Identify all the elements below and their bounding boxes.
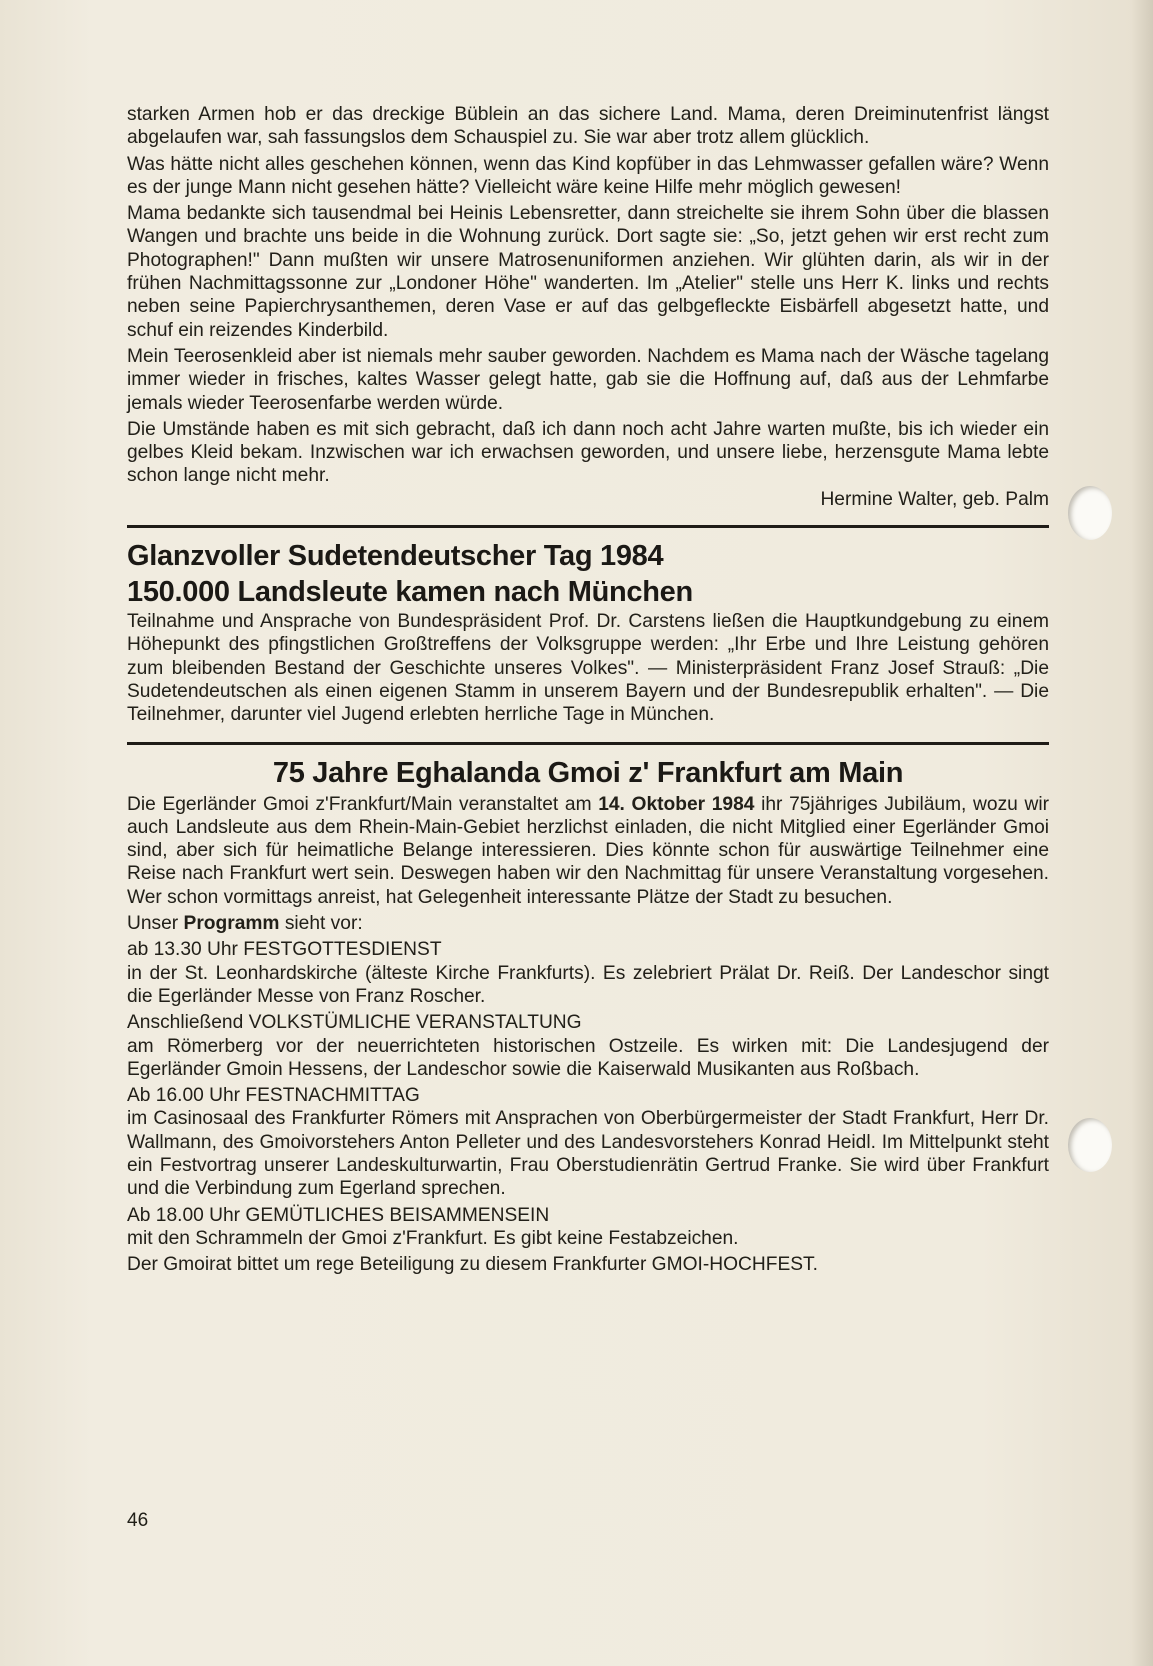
story-paragraph: Die Umstände haben es mit sich gebracht, daß ich dann noch acht Jahre warten mußte, bis ich wieder ein gelbes Kleid bekam. Inzwischen war ich erwachsen geworden, und unsere liebe, herzensgute Mama lebte schon lange nicht mehr. <box>127 418 1049 487</box>
page-edge-shadow <box>1131 0 1153 1666</box>
story-section <box>127 103 1049 511</box>
punch-hole-top <box>1068 486 1112 540</box>
story-paragraph: Was hätte nicht alles geschehen können, wenn das Kind kopfüber in das Lehmwasser gefallen wäre? Wenn es der junge Mann nicht gesehen hätte? Vielleicht wäre keine Hilfe mehr möglich gewesen! <box>127 153 1049 198</box>
section-divider <box>127 525 1049 528</box>
article2-intro: Die Egerländer Gmoi z'Frankfurt/Main veranstaltet am 14. Oktober 1984 ihr 75jähriges Jubiläum, wozu wir auch Landsleute aus dem Rhein-Main-Gebiet herzlichst einladen, die nicht Mitglied einer Egerländer Gmoi sind, aber sich für heimatliche Belange interessieren. Dies könnte schon für auswärtige Teilnehmer eine Reise nach Frankfurt wert sein. Deswegen haben wir den Nachmittag für unsere Veranstaltung vorgesehen. Wer schon vormittags anreist, hat Gelegenheit interessante Plätze der Stadt zu besuchen. <box>127 793 1049 908</box>
article-sudetendeutscher-tag <box>127 538 1049 726</box>
program-item-heading: Anschließend VOLKSTÜMLICHE VERANSTALTUNG <box>127 1012 582 1034</box>
program-item-text: mit den Schrammeln der Gmoi z'Frankfurt. Es gibt keine Festabzeichen. <box>127 1227 739 1249</box>
event-date: 14. Oktober 1984 <box>598 793 755 815</box>
program-word: Programm <box>183 913 280 935</box>
program-item <box>127 938 1049 1008</box>
program-item-text: am Römerberg vor der neuerrichteten historischen Ostzeile. Es wirken mit: Die Landesjugend der Egerländer Gmoin Hessens, der Landeschor sowie die Kaiserwald Musikanten aus Roßbach. <box>127 1035 1049 1080</box>
punch-hole-bottom <box>1068 1118 1112 1172</box>
section-divider <box>127 742 1049 745</box>
program-item-text: in der St. Leonhardskirche (älteste Kirche Frankfurts). Es zelebriert Prälat Dr. Reiß. Der Landeschor singt die Egerländer Messe von Franz Roscher. <box>127 962 1049 1007</box>
program-item-heading: Ab 16.00 Uhr FESTNACHMITTAG <box>127 1085 420 1107</box>
article-eghalanda-gmoi <box>127 755 1049 1277</box>
story-paragraph: Mein Teerosenkleid aber ist niemals mehr sauber geworden. Nachdem es Mama nach der Wäsche tagelang immer wieder in frisches, kaltes Wasser gelegt hatte, gab sie die Hoffnung auf, daß aus der Lehmfarbe jemals wieder Teerosenfarbe werden würde. <box>127 345 1049 414</box>
story-signature: Hermine Walter, geb. Palm <box>820 488 1049 510</box>
program-intro: Unser Programm sieht vor: <box>127 913 363 935</box>
program-item-heading: ab 13.30 Uhr FESTGOTTESDIENST <box>127 939 442 961</box>
program-item <box>127 1204 1049 1251</box>
page-content <box>127 103 1049 1279</box>
page-number: 46 <box>127 1510 149 1531</box>
program-item-text: im Casinosaal des Frankfurter Römers mit Ansprachen von Oberbürgermeister der Stadt Frankfurt, Herr Dr. Wallmann, des Gmoivorstehers Anton Pelleter und des Landesvorstehers Konrad Heidl. Im Mittelpunkt steht ein Festvortrag unserer Landeskulturwartin, Frau Oberstudienrätin Gertrud Franke. Sie wird über Frankfurt und die Verbindung zum Egerland sprechen. <box>127 1108 1049 1200</box>
article1-headline: Glanzvoller Sudetendeutscher Tag 1984 <box>127 540 664 573</box>
story-paragraph: starken Armen hob er das dreckige Büblein an das sichere Land. Mama, deren Dreiminutenfrist längst abgelaufen war, sah fassungslos dem Schauspiel zu. Sie war aber trotz allem glücklich. <box>127 104 1049 149</box>
program-item-heading: Ab 18.00 Uhr GEMÜTLICHES BEISAMMENSEIN <box>127 1204 550 1226</box>
article1-body: Teilnahme und Ansprache von Bundespräsident Prof. Dr. Carstens ließen die Hauptkundgebung zu einem Höhepunkt des pfingstlichen Großtreffens der Volksgruppe werden: „Ihr Erbe und Ihre Leistung gehören zum bleibenden Bestand der Geschichte unseres Volkes". — Ministerpräsident Franz Josef Strauß: „Die Sudetendeutschen als einen eigenen Stamm in unserem Bayern und der Bundesrepublik erhalten". — Die Teilnehmer, darunter viel Jugend erlebten herrliche Tage in München. <box>127 611 1049 726</box>
program-item <box>127 1011 1049 1081</box>
program-item <box>127 1084 1049 1200</box>
story-paragraph: Mama bedankte sich tausendmal bei Heinis Lebensretter, dann streichelte sie ihrem Sohn über die blassen Wangen und brachte uns beide in die Wohnung zurück. Dort sagte sie: „So, jetzt gehen wir erst recht zum Photographen!" Dann mußten wir unsere Matrosenuniformen anziehen. Wir glühten darin, als wir in der frühen Nachmittagssonne zur „Londoner Höhe" wanderten. Im „Atelier" stelle uns Herr K. links und rechts neben seine Papierchrysanthemen, deren Vase er auf das gelbgefleckte Eisbärfell abgesetzt hatte, und schuf ein reizendes Kinderbild. <box>127 203 1049 341</box>
article2-closing: Der Gmoirat bittet um rege Beteiligung zu diesem Frankfurter GMOI-HOCHFEST. <box>127 1254 818 1276</box>
article1-subheadline: 150.000 Landsleute kamen nach München <box>127 576 693 609</box>
article2-headline: 75 Jahre Eghalanda Gmoi z' Frankfurt am Main <box>272 756 904 789</box>
